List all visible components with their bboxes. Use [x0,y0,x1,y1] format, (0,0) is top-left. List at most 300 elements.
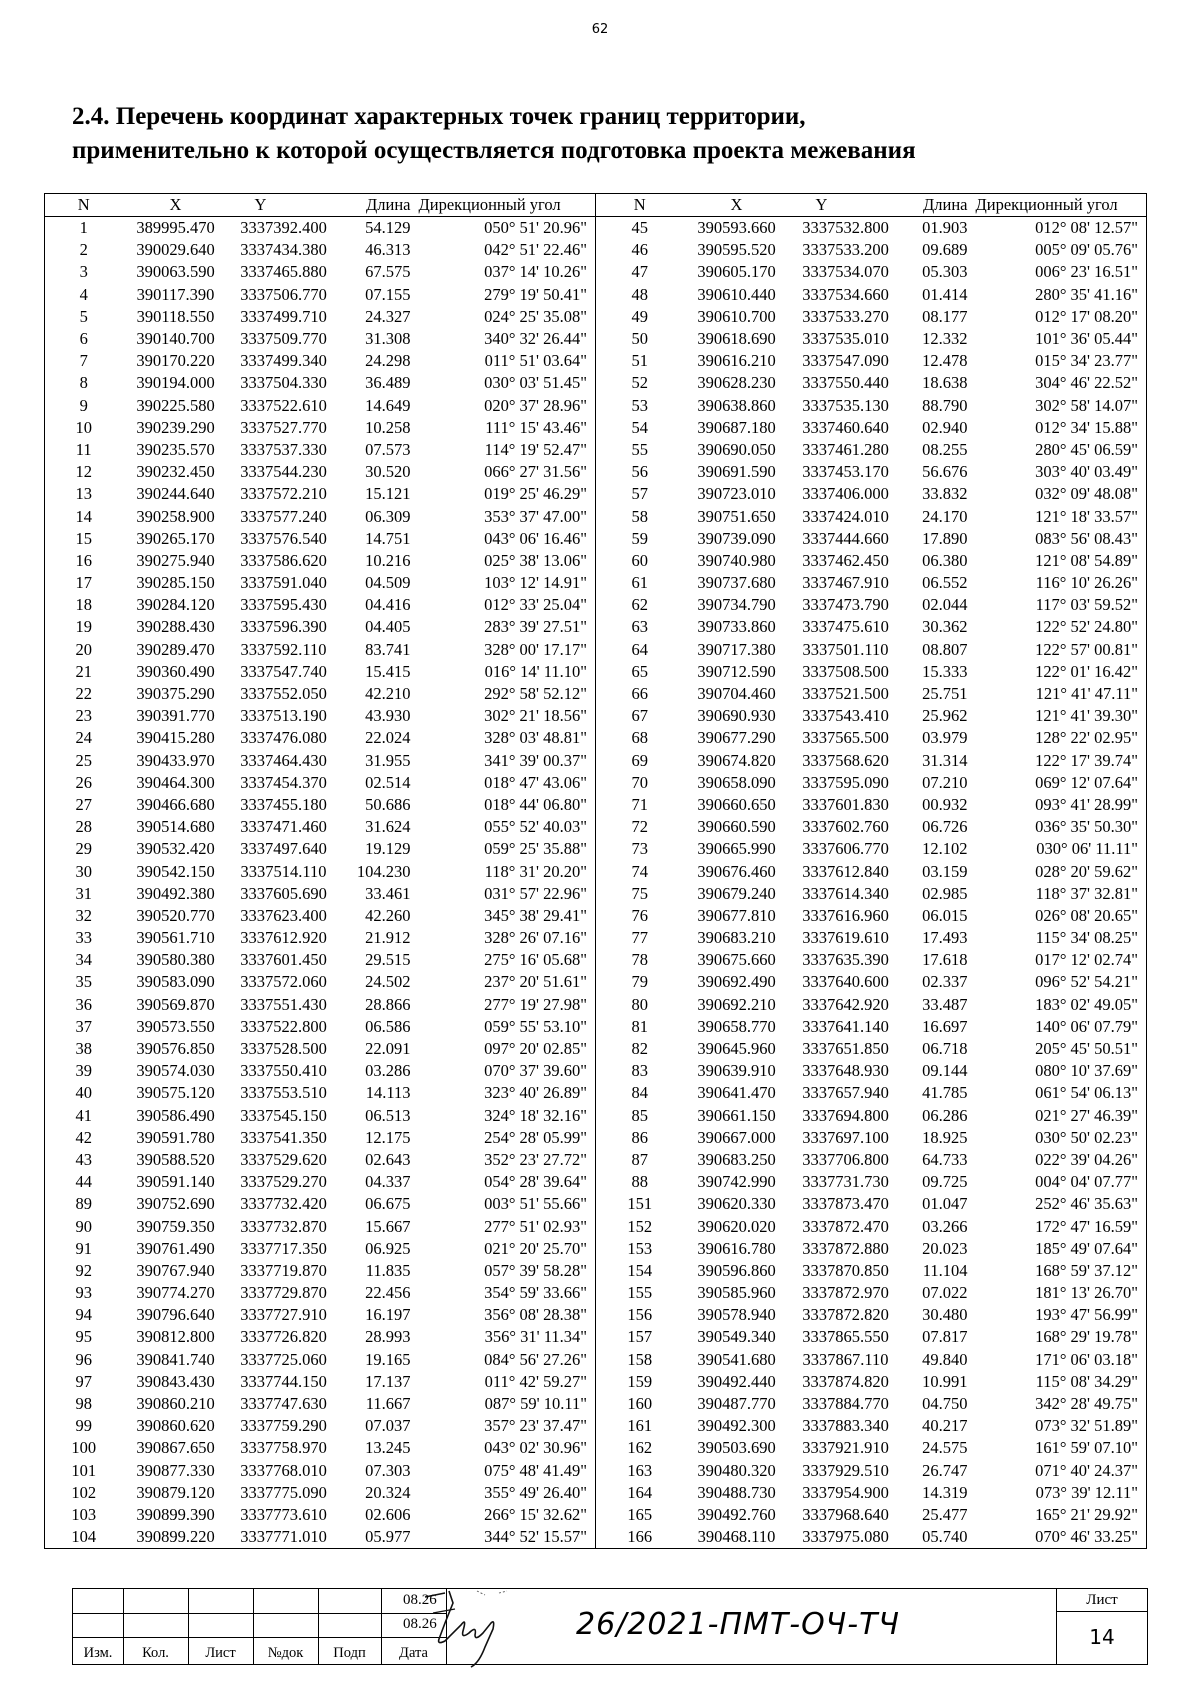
cell-n: 63 [596,616,684,638]
cell-angle: 356° 08' 28.38" [484,1305,587,1325]
cell-n: 101 [71,1460,97,1480]
cell-x: 390514.680 [136,817,215,837]
cell-x: 390225.580 [136,395,215,415]
header-angle: Дирекционный угол [415,194,596,217]
cell-n: 83 [596,1060,684,1082]
cell-angle: 070° 37' 39.60" [484,1061,587,1081]
cell-y: 3337541.350 [240,1127,327,1147]
cell-x: 390658.090 [697,772,776,792]
cell-n: 51 [596,350,684,372]
cell-n: 100 [71,1438,97,1458]
cell-angle: 026° 08' 20.65" [1035,905,1138,925]
cell-angle: 275° 16' 05.68" [484,950,587,970]
cell-angle: 168° 29' 19.78" [1035,1327,1138,1347]
cell-x: 390899.220 [136,1527,215,1547]
cell-angle: 128° 22' 02.95" [1035,728,1138,748]
cell-n: 9 [79,395,88,415]
cell-length: 04.416 [365,595,411,615]
header-y: Y [229,194,339,217]
cell-angle: 059° 55' 53.10" [484,1016,587,1036]
table-row [45,1393,1147,1415]
cell-x: 390717.380 [697,639,776,659]
cell-length: 04.337 [365,1172,411,1192]
cell-length: 30.520 [365,462,411,482]
cell-x: 390877.330 [136,1460,215,1480]
cell-angle: 341° 39' 00.37" [484,750,587,770]
cell-x: 390660.650 [697,794,776,814]
cell-n: 13 [75,484,92,504]
cell-x: 390723.010 [697,484,776,504]
cell-n: 59 [596,528,684,550]
cell-angle: 266° 15' 32.62" [484,1504,587,1524]
cell-angle: 283° 39' 27.51" [484,617,587,637]
table-row [45,572,1147,594]
cell-y: 3337550.410 [240,1061,327,1081]
table-row [45,550,1147,572]
label-ndok: №док [267,1645,304,1661]
cell-length: 22.456 [365,1283,411,1303]
cell-y: 3337732.870 [240,1216,327,1236]
cell-angle: 011° 51' 03.64" [484,351,587,371]
cell-n: 52 [596,372,684,394]
cell-angle: 015° 34' 23.77" [1035,351,1138,371]
cell-y: 3337533.200 [802,240,889,260]
cell-angle: 252° 46' 35.63" [1035,1194,1138,1214]
cell-y: 3337883.340 [802,1416,889,1436]
cell-angle: 115° 08' 34.29" [1035,1371,1138,1391]
cell-x: 390751.650 [697,506,776,526]
cell-n: 22 [75,684,92,704]
cell-y: 3337454.370 [240,772,327,792]
cell-length: 18.925 [922,1127,968,1147]
cell-length: 30.362 [922,617,968,637]
cell-length: 14.649 [365,395,411,415]
cell-length: 25.751 [922,684,968,704]
cell-n: 34 [75,950,92,970]
cell-x: 390468.110 [697,1527,776,1547]
cell-angle: 036° 35' 50.30" [1035,817,1138,837]
cell-n: 4 [79,284,88,304]
cell-x: 390667.000 [697,1127,776,1147]
cell-y: 3337532.800 [802,218,889,238]
cell-length: 02.044 [922,595,968,615]
cell-length: 42.210 [365,684,411,704]
cell-n: 161 [596,1415,684,1437]
cell-length: 12.332 [922,329,968,349]
cell-x: 389995.470 [136,218,215,238]
cell-angle: 122° 01' 16.42" [1035,661,1138,681]
cell-angle: 084° 56' 27.26" [484,1349,587,1369]
table-row [45,661,1147,683]
cell-angle: 111° 15' 43.46" [485,417,587,437]
cell-y: 3337547.740 [240,661,327,681]
cell-length: 42.260 [365,905,411,925]
cell-y: 3337465.880 [240,262,327,282]
cell-angle: 324° 18' 32.16" [484,1105,587,1125]
cell-x: 390690.050 [697,439,776,459]
cell-x: 390691.590 [697,462,776,482]
cell-length: 09.689 [922,240,968,260]
cell-n: 163 [596,1460,684,1482]
cell-n: 27 [75,794,92,814]
cell-n: 54 [596,417,684,439]
cell-n: 21 [75,661,92,681]
table-row [45,1371,1147,1393]
cell-length: 33.832 [922,484,968,504]
cell-angle: 115° 34' 08.25" [1035,928,1138,948]
cell-length: 41.785 [922,1083,968,1103]
cell-x: 390284.120 [136,595,215,615]
cell-y: 3337641.140 [802,1016,889,1036]
table-row [45,1038,1147,1060]
cell-length: 64.733 [922,1149,968,1169]
cell-length: 03.266 [922,1216,968,1236]
table-row [45,1127,1147,1149]
cell-x: 390677.810 [697,905,776,925]
cell-x: 390503.690 [697,1438,776,1458]
cell-angle: 183° 02' 49.05" [1035,994,1138,1014]
cell-length: 07.210 [922,772,968,792]
cell-angle: 254° 28' 05.99" [484,1127,587,1147]
cell-angle: 025° 38' 13.06" [484,550,587,570]
cell-n: 43 [75,1149,92,1169]
cell-x: 390532.420 [136,839,215,859]
cell-y: 3337565.500 [802,728,889,748]
cell-length: 83.741 [365,639,411,659]
cell-x: 390639.910 [697,1061,776,1081]
cell-x: 390674.820 [697,750,776,770]
label-izm: Изм. [83,1645,113,1661]
table-row [45,1149,1147,1171]
cell-length: 06.718 [922,1039,968,1059]
table-row [45,1460,1147,1482]
cell-n: 82 [596,1038,684,1060]
table-row [45,1482,1147,1504]
cell-n: 1 [79,218,88,238]
cell-y: 3337522.610 [240,395,327,415]
cell-x: 390492.380 [136,883,215,903]
cell-length: 04.405 [365,617,411,637]
cell-x: 390712.590 [697,661,776,681]
cell-angle: 097° 20' 02.85" [484,1039,587,1059]
cell-x: 390580.380 [136,950,215,970]
cell-x: 390285.150 [136,573,215,593]
cell-y: 3337537.330 [240,439,327,459]
cell-x: 390645.960 [697,1039,776,1059]
cell-angle: 061° 54' 06.13" [1035,1083,1138,1103]
cell-x: 390029.640 [136,240,215,260]
cell-y: 3337535.130 [802,395,889,415]
cell-n: 20 [75,639,92,659]
cell-length: 11.835 [365,1260,411,1280]
cell-y: 3337499.710 [240,306,327,326]
table-row [45,528,1147,550]
cell-y: 3337434.380 [240,240,327,260]
cell-n: 31 [75,883,92,903]
cell-length: 04.509 [365,573,411,593]
cell-n: 78 [596,949,684,971]
cell-y: 3337528.500 [240,1039,327,1059]
cell-length: 11.667 [365,1394,411,1414]
cell-length: 31.308 [365,329,411,349]
cell-angle: 066° 27' 31.56" [484,462,587,482]
cell-y: 3337870.850 [802,1260,889,1280]
cell-x: 390879.120 [136,1482,215,1502]
table-row [45,1082,1147,1104]
cell-angle: 016° 14' 11.10" [484,661,587,681]
cell-n: 23 [75,706,92,726]
cell-n: 6 [79,329,88,349]
cell-x: 390860.620 [136,1416,215,1436]
cell-length: 12.478 [922,351,968,371]
cell-length: 104.230 [356,861,411,881]
section-title [72,100,1152,168]
date-2: 08.26 [403,1616,437,1632]
cell-y: 3337602.760 [802,817,889,837]
table-row [45,927,1147,949]
cell-y: 3337476.080 [240,728,327,748]
cell-n: 97 [75,1371,92,1391]
table-row [45,816,1147,838]
cell-length: 08.807 [922,639,968,659]
cell-n: 38 [75,1039,92,1059]
cell-n: 46 [596,239,684,261]
cell-length: 33.487 [922,994,968,1014]
table-row [45,971,1147,993]
cell-x: 390492.300 [697,1416,776,1436]
cell-n: 33 [75,928,92,948]
cell-angle: 012° 33' 25.04" [484,595,587,615]
cell-length: 29.515 [365,950,411,970]
cell-angle: 328° 03' 48.81" [484,728,587,748]
cell-y: 3337873.470 [802,1194,889,1214]
cell-y: 3337467.910 [802,573,889,593]
cell-length: 14.751 [365,528,411,548]
table-row [45,1171,1147,1193]
cell-angle: 303° 40' 03.49" [1035,462,1138,482]
cell-length: 49.840 [922,1349,968,1369]
cell-n: 40 [75,1083,92,1103]
cell-x: 390289.470 [136,639,215,659]
cell-n: 158 [596,1349,684,1371]
cell-y: 3337717.350 [240,1238,327,1258]
cell-y: 3337773.610 [240,1504,327,1524]
cell-length: 50.686 [365,794,411,814]
cell-length: 06.015 [922,905,968,925]
cell-y: 3337506.770 [240,284,327,304]
cell-angle: 059° 25' 35.88" [484,839,587,859]
cell-length: 16.697 [922,1016,968,1036]
cell-y: 3337455.180 [240,794,327,814]
table-row [45,284,1147,306]
cell-angle: 021° 27' 46.39" [1035,1105,1138,1125]
cell-x: 390595.520 [697,240,776,260]
table-row [45,772,1147,794]
table-row [45,1260,1147,1282]
cell-length: 00.932 [922,794,968,814]
cell-angle: 020° 37' 28.96" [484,395,587,415]
table-row [45,505,1147,527]
cell-y: 3337614.340 [802,883,889,903]
cell-x: 390258.900 [136,506,215,526]
cell-n: 42 [75,1127,92,1147]
cell-x: 390235.570 [136,439,215,459]
cell-length: 17.137 [365,1371,411,1391]
cell-y: 3337592.110 [240,639,327,659]
cell-length: 06.286 [922,1105,968,1125]
cell-length: 05.303 [922,262,968,282]
cell-y: 3337424.010 [802,506,889,526]
cell-angle: 054° 28' 39.64" [484,1172,587,1192]
table-row [45,483,1147,505]
cell-x: 390692.490 [697,972,776,992]
cell-y: 3337867.110 [802,1349,889,1369]
cell-length: 28.993 [365,1327,411,1347]
cell-angle: 080° 10' 37.69" [1035,1061,1138,1081]
cell-x: 390734.790 [697,595,776,615]
cell-y: 3337640.600 [802,972,889,992]
cell-length: 02.985 [922,883,968,903]
cell-angle: 101° 36' 05.44" [1035,329,1138,349]
cell-y: 3337513.190 [240,706,327,726]
table-row [45,1105,1147,1127]
cell-length: 07.022 [922,1283,968,1303]
cell-y: 3337729.870 [240,1283,327,1303]
cell-angle: 342° 28' 49.75" [1035,1394,1138,1414]
cell-y: 3337406.000 [802,484,889,504]
cell-length: 10.991 [922,1371,968,1391]
cell-x: 390593.660 [697,218,776,238]
cell-y: 3337595.090 [802,772,889,792]
cell-length: 02.940 [922,417,968,437]
cell-n: 3 [79,262,88,282]
cell-length: 07.817 [922,1327,968,1347]
coordinates-table [44,193,1147,1549]
label-podp: Подп [333,1645,366,1661]
table-body [45,217,1147,1549]
cell-angle: 205° 45' 50.51" [1035,1039,1138,1059]
cell-angle: 121° 41' 47.11" [1035,684,1138,704]
cell-angle: 019° 25' 46.29" [484,484,587,504]
cell-length: 24.298 [365,351,411,371]
cell-x: 390742.990 [697,1172,776,1192]
table-row [45,1193,1147,1215]
table-row [45,1215,1147,1237]
cell-y: 3337872.820 [802,1305,889,1325]
cell-angle: 022° 39' 04.26" [1035,1149,1138,1169]
cell-x: 390118.550 [136,306,215,326]
cell-angle: 140° 06' 07.79" [1035,1016,1138,1036]
cell-angle: 032° 09' 48.08" [1035,484,1138,504]
cell-x: 390360.490 [136,661,215,681]
cell-x: 390194.000 [136,373,215,393]
cell-y: 3337719.870 [240,1260,327,1280]
cell-n: 88 [596,1171,684,1193]
cell-x: 390739.090 [697,528,776,548]
cell-n: 5 [79,306,88,326]
cell-y: 3337534.660 [802,284,889,304]
cell-y: 3337572.060 [240,972,327,992]
cell-length: 03.159 [922,861,968,881]
cell-n: 8 [79,373,88,393]
cell-angle: 096° 52' 54.21" [1035,972,1138,992]
cell-angle: 087° 59' 10.11" [484,1394,587,1414]
cell-n: 15 [75,528,92,548]
header-n: N [596,194,684,217]
cell-n: 18 [75,595,92,615]
table-row [45,705,1147,727]
cell-length: 21.912 [365,928,411,948]
cell-length: 01.903 [922,218,968,238]
cell-length: 20.324 [365,1482,411,1502]
cell-n: 152 [596,1215,684,1237]
cell-x: 390661.150 [697,1105,776,1125]
cell-n: 45 [596,217,684,240]
cell-n: 65 [596,661,684,683]
header-angle: Дирекционный угол [972,194,1147,217]
cell-n: 71 [596,794,684,816]
cell-y: 3337464.430 [240,750,327,770]
cell-y: 3337527.770 [240,417,327,437]
cell-n: 32 [75,905,92,925]
cell-y: 3337586.620 [240,550,327,570]
cell-x: 390683.250 [697,1149,776,1169]
cell-n: 73 [596,838,684,860]
title-block-stamp [72,1588,1148,1665]
cell-length: 46.313 [365,240,411,260]
cell-length: 30.480 [922,1305,968,1325]
table-header-row [45,194,1147,217]
cell-length: 07.037 [365,1416,411,1436]
cell-y: 3337872.880 [802,1238,889,1258]
cell-x: 390578.940 [697,1305,776,1325]
cell-length: 31.624 [365,817,411,837]
cell-n: 85 [596,1105,684,1127]
cell-n: 166 [596,1526,684,1549]
cell-length: 07.303 [365,1460,411,1480]
cell-angle: 073° 32' 51.89" [1035,1416,1138,1436]
label-data: Дата [399,1645,428,1661]
cell-angle: 279° 19' 50.41" [484,284,587,304]
table-row [45,417,1147,439]
cell-angle: 118° 31' 20.20" [484,861,587,881]
cell-x: 390391.770 [136,706,215,726]
cell-x: 390740.980 [697,550,776,570]
cell-length: 06.309 [365,506,411,526]
cell-y: 3337529.620 [240,1149,327,1169]
cell-y: 3337725.060 [240,1349,327,1369]
cell-x: 390586.490 [136,1105,215,1125]
cell-n: 24 [75,728,92,748]
cell-y: 3337601.830 [802,794,889,814]
cell-angle: 328° 26' 07.16" [484,928,587,948]
cell-x: 390692.210 [697,994,776,1014]
cell-y: 3337616.960 [802,905,889,925]
cell-n: 89 [75,1194,92,1214]
cell-y: 3337596.390 [240,617,327,637]
cell-y: 3337612.920 [240,928,327,948]
table-row [45,994,1147,1016]
cell-y: 3337726.820 [240,1327,327,1347]
cell-n: 68 [596,727,684,749]
cell-length: 04.750 [922,1394,968,1414]
cell-x: 390117.390 [136,284,215,304]
cell-length: 31.314 [922,750,968,770]
cell-x: 390569.870 [136,994,215,1014]
cell-x: 390542.150 [136,861,215,881]
sheet-number: 14 [1089,1625,1115,1649]
cell-angle: 171° 06' 03.18" [1035,1349,1138,1369]
